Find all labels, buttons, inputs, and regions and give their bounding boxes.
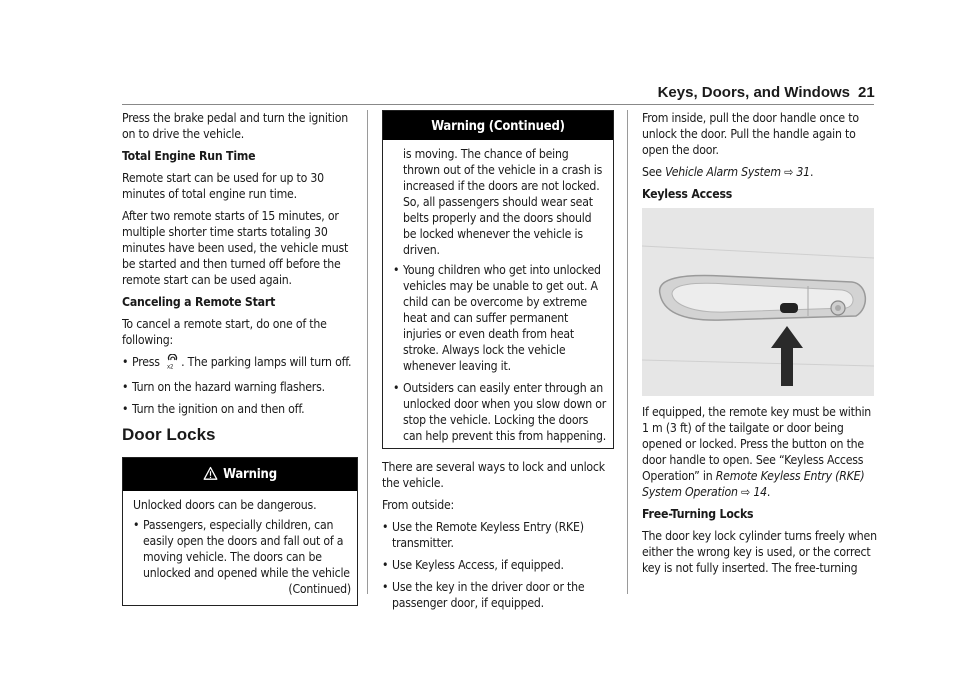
paragraph: From outside:: [382, 498, 455, 512]
column-divider: [627, 110, 628, 594]
page-ref-arrow-icon: ⇨: [784, 165, 794, 179]
list-item: • Turn on the hazard warning flashers.: [122, 379, 358, 395]
warning-list-item: • Young children who get into unlocked vehicles may be unable to get out. A child can be overcome by extreme heat and can suffer permanent injuries or even death from heat stroke. Always lock the vehicle whenever leaving it.: [393, 262, 607, 374]
continued-label: (Continued): [288, 582, 351, 596]
punctuation: .: [766, 485, 771, 499]
reference-title: Remote Keyless Entry (RKE) System Operation: [642, 469, 865, 499]
paragraph: Press the brake pedal and turn the ignition on to drive the vehicle.: [122, 111, 348, 141]
warning-body: [123, 491, 357, 605]
remote-start-icon: [166, 354, 180, 373]
subheading-total-run-time: Total Engine Run Time: [122, 149, 256, 163]
reference-page: 14: [753, 485, 767, 499]
column-left: [122, 110, 358, 606]
paragraph: [642, 404, 878, 500]
paragraph: To cancel a remote start, do one of the following:: [122, 317, 327, 347]
paragraph: There are several ways to lock and unlock the vehicle.: [382, 460, 605, 490]
warning-text: Unlocked doors can be dangerous.: [133, 498, 317, 512]
header-divider: [122, 104, 874, 105]
bullet-text: . The parking lamps will turn off.: [181, 355, 352, 369]
paragraph: After two remote starts of 15 minutes, or multiple shorter time starts totaling 30 minutes have been used, the vehicle must be started and then turned off before the remote start can be used again.: [122, 209, 349, 287]
reference-page: 31: [796, 165, 810, 179]
warning-list-item: • Outsiders can easily enter through an unlocked door when you slow down or stop the vehicle. Locking the doors can help prevent this from happening.: [393, 380, 607, 444]
warning-icon: [203, 466, 218, 486]
running-header: [0, 84, 960, 104]
column-divider: [367, 110, 368, 594]
section-title-door-locks: Door Locks: [122, 425, 216, 444]
paragraph-text: If equipped, the remote key must be within 1 m (3 ft) of the tailgate or door being opened or locked. Press the button on the door handle to open. See “Keyless Access Operation” in: [642, 405, 872, 483]
list-item: • Use the key in the driver door or the passenger door, if equipped.: [382, 579, 614, 611]
column-middle: [382, 110, 614, 617]
warning-title: Warning: [223, 467, 277, 482]
paragraph: The door key lock cylinder turns freely when either the wrong key is used, or the correct key is not fully inserted. The free-turning: [642, 529, 877, 575]
warning-header: Warning (Continued): [383, 111, 613, 140]
warning-header: [123, 458, 357, 491]
paragraph: Remote start can be used for up to 30 minutes of total engine run time.: [122, 171, 324, 201]
list-item: • Turn the ignition on and then off.: [122, 401, 358, 417]
cross-reference: [642, 164, 878, 180]
warning-text: is moving. The chance of being thrown out of the vehicle in a crash is increased if the doors are not locked. So, all passengers should wear seat belts properly and the doors should be locked whenever the vehicle is driven.: [403, 147, 603, 257]
list-item: [122, 354, 358, 373]
warning-box: [122, 457, 358, 606]
subheading-keyless-access: Keyless Access: [642, 187, 733, 201]
subheading-cancel-remote-start: Canceling a Remote Start: [122, 295, 276, 309]
list-item: • Use the Remote Keyless Entry (RKE) transmitter.: [382, 519, 614, 551]
reference-title: Vehicle Alarm System: [665, 165, 781, 179]
paragraph: From inside, pull the door handle once to unlock the door. Pull the handle again to open the door.: [642, 111, 859, 157]
warning-box-continued: [382, 110, 614, 449]
see-label: See: [642, 165, 662, 179]
header-title: Keys, Doors, and Windows: [657, 84, 850, 101]
warning-list-item: • Passengers, especially children, can easily open the doors and fall out of a moving vehicle. The doors can be unlocked and opened while the vehicle: [133, 517, 351, 581]
subheading-free-turning-locks: Free-Turning Locks: [642, 507, 754, 521]
door-handle-illustration: [642, 208, 874, 396]
bullet-text: Press: [132, 355, 160, 369]
svg-text:x2: x2: [167, 363, 174, 369]
page-ref-arrow-icon: ⇨: [741, 485, 751, 499]
punctuation: .: [809, 165, 814, 179]
list-item: • Use Keyless Access, if equipped.: [382, 557, 614, 573]
page-number: 21: [858, 84, 875, 101]
column-right: [642, 110, 878, 582]
warning-body: [383, 140, 613, 448]
